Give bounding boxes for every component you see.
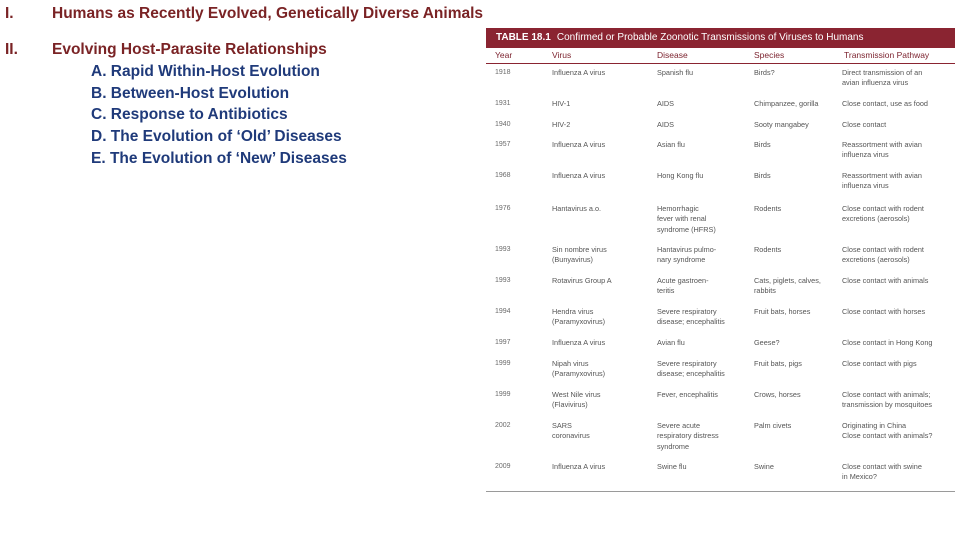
outline-subitem-b: B. Between-Host Evolution [91, 85, 290, 102]
table-title-bar [486, 28, 955, 48]
cell-disease: Swine flu [657, 462, 687, 471]
cell-disease: Acute gastroen- teritis [657, 276, 709, 296]
table-title: Confirmed or Probable Zoonotic Transmissions of Viruses to Humans [556, 32, 864, 43]
outline-subitem-a: A. Rapid Within-Host Evolution [91, 63, 320, 80]
cell-year: 1957 [495, 141, 511, 148]
cell-species: Fruit bats, horses [754, 307, 811, 316]
table-label: TABLE 18.1 [496, 32, 551, 43]
cell-virus: HIV-1 [552, 99, 571, 108]
column-header-virus: Virus [552, 50, 572, 60]
cell-species: Rodents [754, 245, 782, 254]
cell-year: 1997 [495, 339, 511, 346]
cell-disease: AIDS [657, 99, 675, 108]
outline-item-number: I. [5, 5, 14, 22]
cell-virus: Influenza A virus [552, 462, 606, 471]
cell-year: 1994 [495, 308, 511, 315]
cell-disease: Spanish flu [657, 68, 694, 77]
cell-year: 1999 [495, 391, 511, 398]
cell-transmission: Close contact with swine in Mexico? [842, 462, 922, 482]
outline-subitem-c: C. Response to Antibiotics [91, 106, 288, 123]
cell-species: Crows, horses [754, 390, 801, 399]
cell-transmission: Close contact, use as food [842, 99, 928, 108]
cell-virus: Nipah virus (Paramyxovirus) [552, 359, 606, 379]
cell-disease: Severe respiratory disease; encephalitis [657, 307, 725, 327]
cell-transmission: Close contact [842, 120, 887, 129]
cell-species: Geese? [754, 338, 780, 347]
outline-subitem-d: D. The Evolution of ‘Old’ Diseases [91, 128, 342, 145]
cell-virus: Influenza A virus [552, 140, 606, 149]
cell-virus: HIV-2 [552, 120, 571, 129]
cell-disease: Hemorrhagic fever with renal syndrome (HFRS) [657, 204, 716, 234]
outline-item-number: II. [5, 41, 18, 58]
table-header-row [486, 48, 955, 64]
cell-virus: Influenza A virus [552, 338, 606, 347]
cell-species: Palm civets [754, 421, 792, 430]
cell-disease: Asian flu [657, 140, 685, 149]
outline-subitem-e: E. The Evolution of ‘New’ Diseases [91, 150, 347, 167]
cell-species: Chimpanzee, gorilla [754, 99, 819, 108]
cell-disease: Severe acute respiratory distress syndrome [657, 421, 719, 451]
cell-species: Swine [754, 462, 774, 471]
cell-year: 1968 [495, 172, 511, 179]
outline-item-text: Humans as Recently Evolved, Genetically Diverse Animals [52, 5, 484, 22]
cell-year: 1931 [495, 100, 511, 107]
cell-virus: Influenza A virus [552, 68, 606, 77]
cell-year: 1993 [495, 246, 511, 253]
cell-disease: Hong Kong flu [657, 171, 704, 180]
cell-virus: Influenza A virus [552, 171, 606, 180]
cell-year: 1918 [495, 69, 511, 76]
cell-species: Birds? [754, 68, 775, 77]
outline-item-text: Evolving Host-Parasite Relationships [52, 41, 327, 58]
cell-disease: Fever, encephalitis [657, 390, 718, 399]
column-header-disease: Disease [657, 50, 688, 60]
cell-virus: West Nile virus (Flavivirus) [552, 390, 601, 410]
virus-transmission-table [486, 28, 955, 492]
cell-virus: Sin nombre virus (Bunyavirus) [552, 245, 607, 265]
cell-year: 1999 [495, 360, 511, 367]
cell-disease: Avian flu [657, 338, 685, 347]
cell-disease: Severe respiratory disease; encephalitis [657, 359, 725, 379]
cell-transmission: Close contact with rodent excretions (aerosols) [842, 204, 924, 224]
cell-virus: Hendra virus (Paramyxovirus) [552, 307, 606, 327]
cell-transmission: Close contact with animals [842, 276, 929, 285]
cell-transmission: Close contact in Hong Kong [842, 338, 933, 347]
cell-virus: Rotavirus Group A [552, 276, 612, 285]
cell-year: 1940 [495, 121, 511, 128]
column-header-species: Species [754, 50, 785, 60]
cell-species: Rodents [754, 204, 782, 213]
cell-transmission: Close contact with horses [842, 307, 926, 316]
cell-year: 1993 [495, 277, 511, 284]
cell-transmission: Close contact with pigs [842, 359, 917, 368]
table-bottom-rule [486, 491, 955, 492]
cell-transmission: Reassortment with avian influenza virus [842, 171, 922, 191]
cell-species: Cats, piglets, calves, rabbits [754, 276, 821, 296]
cell-species: Fruit bats, pigs [754, 359, 802, 368]
cell-disease: Hantavirus pulmo- nary syndrome [657, 245, 717, 265]
cell-species: Birds [754, 140, 771, 149]
cell-year: 2009 [495, 463, 511, 470]
cell-year: 1976 [495, 205, 511, 212]
cell-virus: Hantavirus a.o. [552, 204, 602, 213]
column-header-transmission: Transmission Pathway [844, 50, 930, 60]
cell-transmission: Close contact with rodent excretions (aerosols) [842, 245, 924, 265]
cell-virus: SARS coronavirus [552, 421, 590, 441]
cell-transmission: Direct transmission of an avian influenza virus [842, 68, 923, 88]
cell-transmission: Close contact with animals; transmission by mosquitoes [842, 390, 933, 410]
cell-disease: AIDS [657, 120, 675, 129]
cell-transmission: Reassortment with avian influenza virus [842, 140, 922, 160]
cell-transmission: Originating in China Close contact with animals? [842, 421, 933, 441]
cell-year: 2002 [495, 422, 511, 429]
cell-species: Birds [754, 171, 771, 180]
cell-species: Sooty mangabey [754, 120, 809, 129]
column-header-year: Year [495, 50, 513, 60]
